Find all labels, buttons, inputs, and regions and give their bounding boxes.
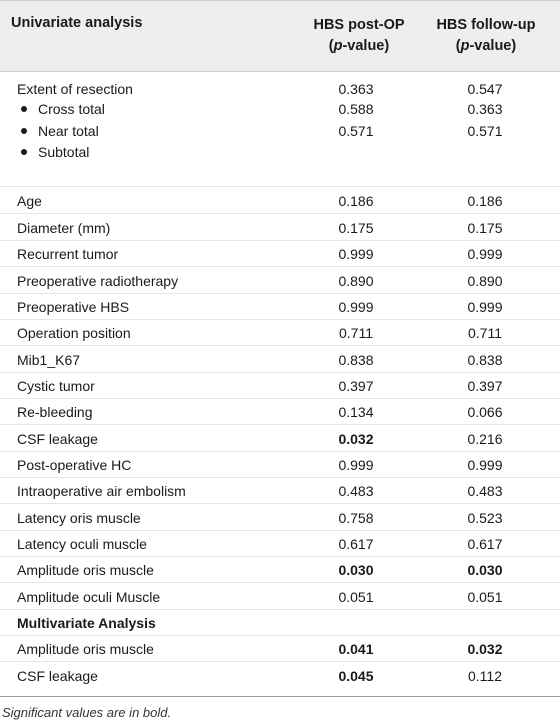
row-value-follow-up: 0.523	[467, 510, 503, 526]
row-value-post-op: 0.617	[338, 536, 374, 552]
row-value-follow-up: 0.617	[467, 536, 503, 552]
row-label: Recurrent tumor	[17, 246, 119, 262]
section-heading-row	[0, 612, 560, 634]
section-heading-multivariate: Multivariate Analysis	[17, 615, 156, 631]
row-label: Re-bleeding	[17, 404, 93, 420]
row-value-follow-up: 0.999	[467, 299, 503, 315]
row-value-follow-up: 0.175	[467, 220, 503, 236]
row-label: Post-operative HC	[17, 457, 132, 473]
row-value-post-op: 0.758	[338, 510, 374, 526]
row-label: Preoperative HBS	[17, 299, 130, 315]
table-row	[0, 322, 560, 344]
row-divider	[0, 661, 560, 662]
bullet-icon	[21, 149, 27, 155]
header-follow-up-rest: -value)	[469, 38, 517, 54]
header-post-op-p: p	[333, 38, 343, 54]
footnote: Significant values are in bold.	[2, 705, 172, 720]
row-label: Latency oris muscle	[17, 510, 141, 526]
table-row	[0, 401, 560, 423]
row-label: Intraoperative air embolism	[17, 483, 186, 499]
subrow-value-post-op: 0.571	[338, 123, 374, 139]
table-row	[0, 480, 560, 502]
header-post-op-title: HBS post-OP	[313, 17, 405, 33]
header-post-op-unit: (p-value)	[328, 38, 390, 54]
row-divider	[0, 635, 560, 636]
row-value-post-op: 0.134	[338, 404, 374, 420]
subrow-value-follow-up: 0.571	[467, 123, 503, 139]
row-value-follow-up: 0.030	[467, 562, 503, 578]
row-label: Amplitude oris muscle	[17, 562, 154, 578]
row-value-follow-up: 0.186	[467, 193, 503, 209]
row-label: Age	[17, 193, 42, 209]
row-divider	[0, 556, 560, 557]
row-label: CSF leakage	[17, 668, 98, 684]
row-value-post-op: 0.175	[338, 220, 374, 236]
row-value-post-op: 0.999	[338, 246, 374, 262]
row-value-follow-up: 0.838	[467, 352, 503, 368]
table-row	[0, 243, 560, 265]
header-post-op-rest: -value)	[342, 38, 390, 54]
table-row	[0, 375, 560, 397]
subrow-label: Cross total	[38, 101, 105, 117]
table-row	[0, 296, 560, 318]
row-value-follow-up: 0.483	[467, 483, 503, 499]
table-row	[0, 454, 560, 476]
table-subrow	[0, 120, 560, 142]
table-row	[0, 270, 560, 292]
header-follow-up-unit: (p-value)	[455, 38, 517, 54]
row-divider	[0, 609, 560, 610]
table-header	[0, 0, 560, 72]
row-label: Mib1_K67	[17, 352, 81, 368]
header-follow-up-p: p	[460, 38, 470, 54]
row-divider	[0, 582, 560, 583]
row-divider	[0, 293, 560, 294]
subrow-label: Subtotal	[38, 144, 90, 160]
row-divider	[0, 266, 560, 267]
row-divider	[0, 186, 560, 187]
table-row	[0, 507, 560, 529]
row-divider	[0, 319, 560, 320]
table-row	[0, 533, 560, 555]
subrow-value-follow-up: 0.363	[467, 101, 503, 117]
table-subrow	[0, 141, 560, 163]
row-label: CSF leakage	[17, 431, 98, 447]
subrow-value-post-op: 0.588	[338, 101, 374, 117]
row-value-post-op: 0.999	[338, 299, 374, 315]
row-value-post-op: 0.838	[338, 352, 374, 368]
row-value-post-op: 0.890	[338, 273, 374, 289]
table-row	[0, 559, 560, 581]
row-value-follow-up: 0.890	[467, 273, 503, 289]
bullet-icon	[21, 106, 27, 112]
row-label: Amplitude oculi Muscle	[17, 589, 161, 605]
table-subrow	[0, 98, 560, 120]
table-row-multivariate	[0, 638, 560, 660]
row-value-follow-up: 0.216	[467, 431, 503, 447]
row-value-post-op: 0.397	[338, 378, 374, 394]
row-value-post-op: 0.032	[338, 431, 374, 447]
row-value-post-op: 0.030	[338, 562, 374, 578]
row-value-follow-up: 0.711	[468, 325, 502, 341]
row-value-follow-up: 0.112	[468, 668, 502, 684]
row-value-follow-up: 0.032	[467, 641, 503, 657]
row-divider	[0, 372, 560, 373]
row-label: Operation position	[17, 325, 131, 341]
row-divider	[0, 451, 560, 452]
row-divider	[0, 503, 560, 504]
row-value-post-op: 0.186	[338, 193, 374, 209]
row-value-post-op: 0.711	[339, 325, 373, 341]
table-row	[0, 190, 560, 212]
row-label: Extent of resection	[17, 81, 133, 97]
row-divider	[0, 345, 560, 346]
row-value-post-op: 0.051	[338, 589, 374, 605]
row-value-post-op: 0.041	[338, 641, 374, 657]
row-value-post-op: 0.363	[338, 81, 374, 97]
table-row	[0, 349, 560, 371]
table-row-extent	[0, 78, 560, 100]
row-label: Preoperative radiotherapy	[17, 273, 179, 289]
table-row	[0, 217, 560, 239]
header-col-post-op	[289, 15, 429, 57]
table-bottom-rule	[0, 696, 560, 697]
row-value-post-op: 0.999	[338, 457, 374, 473]
row-divider	[0, 240, 560, 241]
row-value-follow-up: 0.066	[467, 404, 503, 420]
table-row	[0, 586, 560, 608]
row-label: Diameter (mm)	[17, 220, 111, 236]
row-value-post-op: 0.045	[338, 668, 374, 684]
row-value-follow-up: 0.547	[467, 81, 503, 97]
row-divider	[0, 424, 560, 425]
row-label: Cystic tumor	[17, 378, 95, 394]
row-divider	[0, 213, 560, 214]
header-col-analysis: Univariate analysis	[11, 15, 143, 31]
row-value-post-op: 0.483	[338, 483, 374, 499]
row-divider	[0, 530, 560, 531]
row-label: Latency oculi muscle	[17, 536, 147, 552]
table-row	[0, 428, 560, 450]
row-value-follow-up: 0.051	[467, 589, 503, 605]
row-divider	[0, 398, 560, 399]
header-col-follow-up	[416, 15, 556, 57]
table-row-multivariate	[0, 665, 560, 687]
bullet-icon	[21, 128, 27, 134]
row-value-follow-up: 0.397	[467, 378, 503, 394]
row-label: Amplitude oris muscle	[17, 641, 154, 657]
subrow-label: Near total	[38, 123, 99, 139]
row-value-follow-up: 0.999	[467, 246, 503, 262]
header-follow-up-title: HBS follow-up	[436, 17, 536, 33]
row-divider	[0, 477, 560, 478]
row-value-follow-up: 0.999	[467, 457, 503, 473]
